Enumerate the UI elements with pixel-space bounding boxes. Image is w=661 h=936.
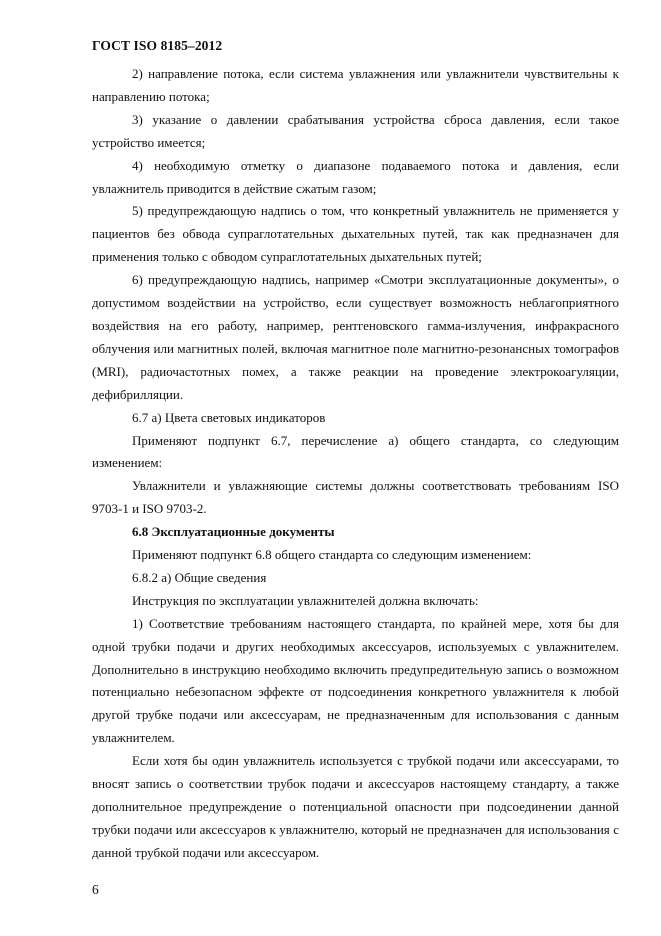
paragraph-item-3: 3) указание о давлении срабатывания устройства сброса давления, если такое устройство имеется; [92,111,619,150]
paragraph-item-2: 2) направление потока, если система увлажнения или увлажнители чувствительны к направлению потока; [92,66,619,104]
paragraph-instruction-1: 1) Соответствие требованиям настоящего стандарта, по крайней мере, хотя бы для одной трубки подачи и других необходимых аксессуаров, используемых с увлажнителем. Дополнительно в инструкцию необходимо включить предупредительную запись о возможном потенциально небезопасном эффекте от подсоединения конкретного увлажнителя к любой другой трубке подачи или аксессуарам, не предназначенным для использования с данным увлажнителем. [92,615,619,746]
subclause-6-7a: 6.7 а) Цвета световых индикаторов [132,409,326,425]
paragraph-instruction-intro: Инструкция по эксплуатации увлажнителей должна включать: [132,592,479,608]
paragraph-item-4: 4) необходимую отметку о диапазоне подаваемого потока и давления, если увлажнитель приводится в действие сжатым газом; [92,157,619,196]
document-body [92,63,619,865]
paragraph-apply-6-7: Применяют подпункт 6.7, перечисление а) общего стандарта, со следующим изменением: [92,432,619,471]
paragraph-item-6: 6) предупреждающую надпись, например «Смотри эксплуатационные документы», о допустимом воздействии на устройство, если существует возможность неблагоприятного воздействия на его работу, например, рентгеновского гамма-излучения, инфракрасного облучения или магнитных полей, включая магнитное поле магнитно-резонансных томографов (MRI), радиочастотных помех, а также реакции на проведение электрокоагуляции, дефибрилляции. [92,272,619,402]
subclause-6-8-2a: 6.8.2 а) Общие сведения [132,569,267,585]
paragraph-item-5: 5) предупреждающую надпись о том, что конкретный увлажнитель не применяется у пациентов без обвода супраглотательных дыхательных путей, так как предназначен для применения только с обводом супраглотательных дыхательных путей; [92,203,619,265]
section-heading-6-8: 6.8 Эксплуатационные документы [132,524,335,540]
paragraph-apply-6-8: Применяют подпункт 6.8 общего стандарта со следующим изменением: [132,547,532,563]
paragraph-requirements-iso: Увлажнители и увлажняющие системы должны соответствовать требованиям ISO 9703-1 и ISO 9703-2. [92,478,619,517]
page-number: 6 [92,882,99,897]
paragraph-instruction-note: Если хотя бы один увлажнитель используется с трубкой подачи или аксессуарами, то вносят запись о соответствии трубок подачи и аксессуаров настоящему стандарту, а также дополнительное предупреждение о потенциальной опасности при подсоединении данной трубки подачи или аксессуаров к увлажнителю, который не предназначен для использования с данной трубкой подачи или аксессуаром. [92,753,619,860]
document-header: ГОСТ ISO 8185–2012 [92,38,223,53]
